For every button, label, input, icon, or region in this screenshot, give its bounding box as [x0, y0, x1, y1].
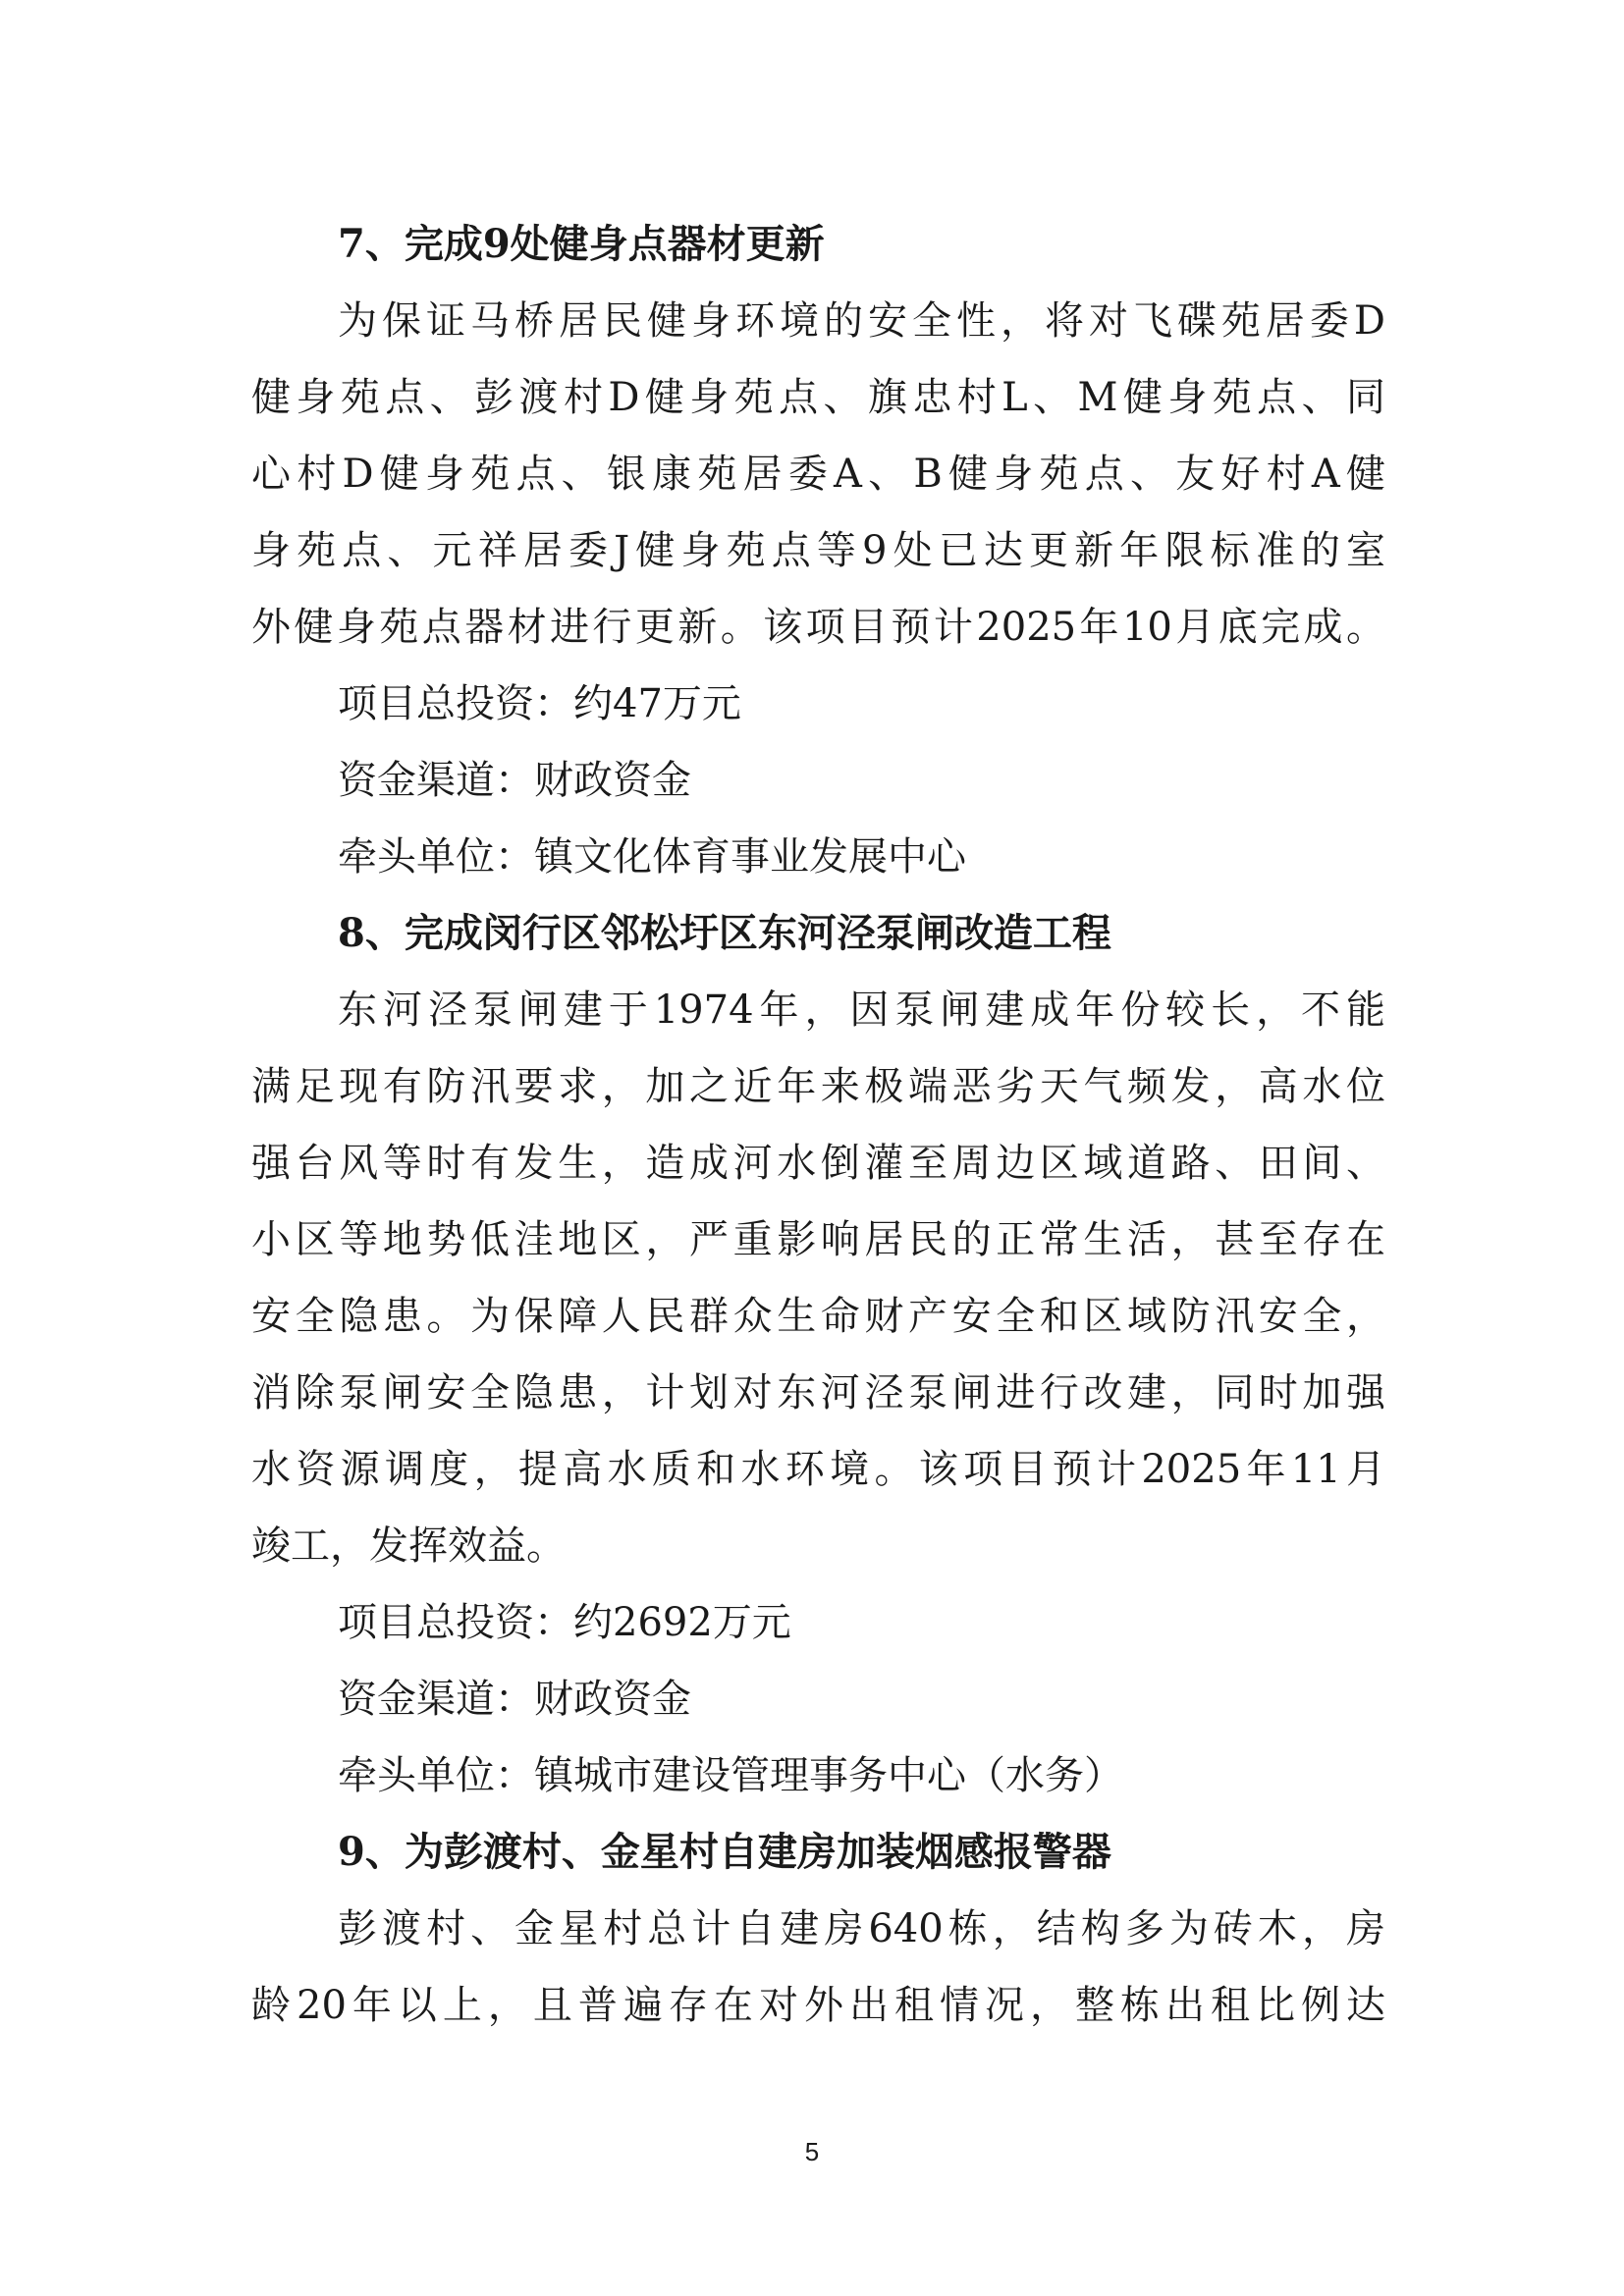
section-7-lead-unit: 牵头单位：镇文化体育事业发展中心	[338, 834, 966, 880]
section-7-paragraph-line: 外健身苑点器材进行更新。该项目预计2025年10月底完成。	[251, 605, 1385, 650]
section-8-paragraph-line: 东河泾泵闸建于1974年，因泵闸建成年份较长，不能	[338, 988, 1385, 1033]
document-body	[251, 206, 1385, 2044]
section-8-paragraph-line: 水资源调度，提高水质和水环境。该项目预计2025年11月	[251, 1447, 1385, 1492]
section-8-heading: 8、完成闵行区邻松圩区东河泾泵闸改造工程	[338, 910, 1111, 956]
section-8-paragraph-line: 安全隐患。为保障人民群众生命财产安全和区域防汛安全，	[251, 1294, 1385, 1339]
section-7-heading: 7、完成9处健身点器材更新	[338, 221, 825, 267]
section-7-paragraph-line: 为保证马桥居民健身环境的安全性，将对飞碟苑居委D	[338, 298, 1385, 344]
section-8-paragraph-line: 竣工，发挥效益。	[251, 1523, 566, 1569]
section-7-investment: 项目总投资：约47万元	[338, 681, 741, 726]
section-7-paragraph-line: 心村D健身苑点、银康苑居委A、B健身苑点、友好村A健	[251, 452, 1385, 497]
section-9-paragraph-line: 龄20年以上，且普遍存在对外出租情况，整栋出租比例达	[251, 1983, 1385, 2028]
section-8-investment: 项目总投资：约2692万元	[338, 1600, 791, 1645]
section-9-heading: 9、为彭渡村、金星村自建房加装烟感报警器	[338, 1829, 1111, 1875]
section-8-funding: 资金渠道：财政资金	[338, 1677, 691, 1722]
section-7-paragraph-line: 身苑点、元祥居委J健身苑点等9处已达更新年限标准的室	[251, 528, 1385, 573]
section-7-paragraph-line: 健身苑点、彭渡村D健身苑点、旗忠村L、M健身苑点、同	[251, 375, 1385, 420]
section-8-paragraph-line: 满足现有防汛要求，加之近年来极端恶劣天气频发，高水位	[251, 1064, 1385, 1109]
section-8-paragraph-line: 小区等地势低洼地区，严重影响居民的正常生活，甚至存在	[251, 1217, 1385, 1262]
section-8-lead-unit: 牵头单位：镇城市建设管理事务中心（水务）	[338, 1753, 1123, 1798]
section-9-paragraph-line: 彭渡村、金星村总计自建房640栋，结构多为砖木，房	[338, 1906, 1385, 1951]
section-7-funding: 资金渠道：财政资金	[338, 758, 691, 803]
section-8-paragraph-line: 强台风等时有发生，造成河水倒灌至周边区域道路、田间、	[251, 1141, 1385, 1186]
section-8-paragraph-line: 消除泵闸安全隐患，计划对东河泾泵闸进行改建，同时加强	[251, 1370, 1385, 1415]
page-number: 5	[804, 2137, 820, 2166]
